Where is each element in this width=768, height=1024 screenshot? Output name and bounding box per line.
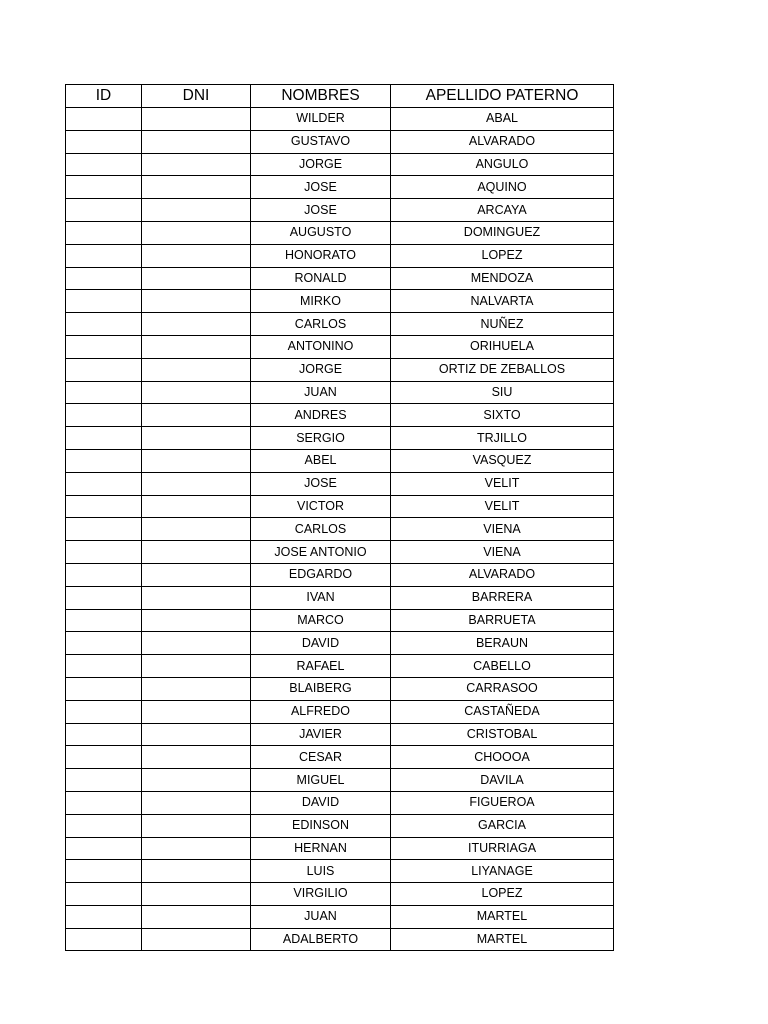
cell-nombres: LUIS: [251, 860, 391, 883]
cell-id: [66, 586, 142, 609]
table-row: [66, 723, 614, 746]
table-row: [66, 928, 614, 951]
cell-apellido-paterno: VIENA: [391, 518, 614, 541]
table-row: [66, 518, 614, 541]
table-row: [66, 655, 614, 678]
cell-nombres: ALFREDO: [251, 700, 391, 723]
cell-apellido-paterno: ARCAYA: [391, 199, 614, 222]
cell-dni: [142, 495, 251, 518]
table-row: [66, 632, 614, 655]
cell-dni: [142, 905, 251, 928]
table-row: [66, 905, 614, 928]
cell-apellido-paterno: DOMINGUEZ: [391, 221, 614, 244]
cell-dni: [142, 290, 251, 313]
table-row: [66, 609, 614, 632]
cell-id: [66, 609, 142, 632]
cell-apellido-paterno: VASQUEZ: [391, 449, 614, 472]
cell-apellido-paterno: BARRUETA: [391, 609, 614, 632]
cell-apellido-paterno: LOPEZ: [391, 883, 614, 906]
cell-nombres: BLAIBERG: [251, 677, 391, 700]
cell-apellido-paterno: CHOOOA: [391, 746, 614, 769]
header-dni: DNI: [142, 85, 251, 108]
cell-dni: [142, 176, 251, 199]
cell-id: [66, 563, 142, 586]
cell-nombres: AUGUSTO: [251, 221, 391, 244]
cell-nombres: ADALBERTO: [251, 928, 391, 951]
cell-nombres: IVAN: [251, 586, 391, 609]
cell-nombres: JOSE: [251, 176, 391, 199]
cell-dni: [142, 404, 251, 427]
cell-dni: [142, 199, 251, 222]
cell-nombres: CESAR: [251, 746, 391, 769]
table-row: [66, 313, 614, 336]
cell-id: [66, 677, 142, 700]
table-row: [66, 495, 614, 518]
cell-dni: [142, 313, 251, 336]
table-row: [66, 860, 614, 883]
cell-nombres: CARLOS: [251, 518, 391, 541]
cell-nombres: HERNAN: [251, 837, 391, 860]
cell-dni: [142, 655, 251, 678]
cell-apellido-paterno: BERAUN: [391, 632, 614, 655]
cell-apellido-paterno: MENDOZA: [391, 267, 614, 290]
cell-nombres: MIRKO: [251, 290, 391, 313]
table-row: [66, 381, 614, 404]
table-row: [66, 472, 614, 495]
cell-nombres: GUSTAVO: [251, 130, 391, 153]
cell-nombres: JORGE: [251, 358, 391, 381]
table-row: [66, 221, 614, 244]
cell-nombres: ANTONINO: [251, 335, 391, 358]
cell-nombres: CARLOS: [251, 313, 391, 336]
cell-nombres: VICTOR: [251, 495, 391, 518]
cell-id: [66, 541, 142, 564]
cell-dni: [142, 563, 251, 586]
names-table: [65, 84, 614, 951]
table-row: [66, 449, 614, 472]
cell-dni: [142, 837, 251, 860]
table-row: [66, 108, 614, 131]
table-row: [66, 427, 614, 450]
cell-apellido-paterno: TRJILLO: [391, 427, 614, 450]
cell-apellido-paterno: VELIT: [391, 495, 614, 518]
cell-dni: [142, 221, 251, 244]
cell-nombres: JOSE: [251, 199, 391, 222]
cell-dni: [142, 609, 251, 632]
cell-nombres: ABEL: [251, 449, 391, 472]
cell-apellido-paterno: ORIHUELA: [391, 335, 614, 358]
cell-dni: [142, 381, 251, 404]
cell-id: [66, 928, 142, 951]
cell-nombres: JAVIER: [251, 723, 391, 746]
cell-nombres: HONORATO: [251, 244, 391, 267]
cell-dni: [142, 769, 251, 792]
cell-apellido-paterno: NALVARTA: [391, 290, 614, 313]
table-row: [66, 586, 614, 609]
cell-dni: [142, 928, 251, 951]
cell-id: [66, 335, 142, 358]
header-id: ID: [66, 85, 142, 108]
cell-id: [66, 404, 142, 427]
cell-id: [66, 723, 142, 746]
cell-dni: [142, 814, 251, 837]
cell-id: [66, 472, 142, 495]
cell-id: [66, 655, 142, 678]
cell-id: [66, 267, 142, 290]
cell-dni: [142, 472, 251, 495]
cell-id: [66, 176, 142, 199]
table-row: [66, 814, 614, 837]
cell-id: [66, 632, 142, 655]
cell-id: [66, 108, 142, 131]
table-row: [66, 358, 614, 381]
cell-id: [66, 313, 142, 336]
cell-apellido-paterno: ALVARADO: [391, 563, 614, 586]
cell-apellido-paterno: VIENA: [391, 541, 614, 564]
cell-apellido-paterno: CABELLO: [391, 655, 614, 678]
table-row: [66, 791, 614, 814]
cell-nombres: DAVID: [251, 791, 391, 814]
cell-apellido-paterno: FIGUEROA: [391, 791, 614, 814]
cell-dni: [142, 541, 251, 564]
cell-apellido-paterno: CRISTOBAL: [391, 723, 614, 746]
table-row: [66, 199, 614, 222]
cell-apellido-paterno: MARTEL: [391, 905, 614, 928]
cell-nombres: EDGARDO: [251, 563, 391, 586]
cell-nombres: DAVID: [251, 632, 391, 655]
table-row: [66, 769, 614, 792]
cell-id: [66, 769, 142, 792]
cell-apellido-paterno: ITURRIAGA: [391, 837, 614, 860]
cell-nombres: SERGIO: [251, 427, 391, 450]
cell-apellido-paterno: SIXTO: [391, 404, 614, 427]
cell-nombres: JORGE: [251, 153, 391, 176]
cell-apellido-paterno: AQUINO: [391, 176, 614, 199]
cell-dni: [142, 860, 251, 883]
cell-id: [66, 358, 142, 381]
cell-nombres: RONALD: [251, 267, 391, 290]
cell-id: [66, 791, 142, 814]
cell-dni: [142, 791, 251, 814]
cell-apellido-paterno: ABAL: [391, 108, 614, 131]
table-row: [66, 677, 614, 700]
cell-id: [66, 495, 142, 518]
cell-dni: [142, 632, 251, 655]
table-row: [66, 746, 614, 769]
cell-dni: [142, 267, 251, 290]
cell-nombres: ANDRES: [251, 404, 391, 427]
cell-apellido-paterno: VELIT: [391, 472, 614, 495]
cell-apellido-paterno: BARRERA: [391, 586, 614, 609]
table-row: [66, 335, 614, 358]
table-row: [66, 153, 614, 176]
cell-id: [66, 746, 142, 769]
cell-id: [66, 427, 142, 450]
cell-id: [66, 860, 142, 883]
cell-dni: [142, 883, 251, 906]
cell-apellido-paterno: SIU: [391, 381, 614, 404]
cell-id: [66, 221, 142, 244]
table-row: [66, 541, 614, 564]
table-header: [66, 85, 614, 108]
cell-id: [66, 905, 142, 928]
cell-dni: [142, 677, 251, 700]
cell-apellido-paterno: CARRASOO: [391, 677, 614, 700]
cell-dni: [142, 358, 251, 381]
cell-apellido-paterno: GARCIA: [391, 814, 614, 837]
cell-id: [66, 199, 142, 222]
table-row: [66, 130, 614, 153]
cell-dni: [142, 746, 251, 769]
cell-id: [66, 700, 142, 723]
cell-apellido-paterno: ANGULO: [391, 153, 614, 176]
table-row: [66, 883, 614, 906]
cell-dni: [142, 586, 251, 609]
header-row: [66, 85, 614, 108]
header-apellido-paterno: APELLIDO PATERNO: [391, 85, 614, 108]
cell-apellido-paterno: CASTAÑEDA: [391, 700, 614, 723]
table-row: [66, 563, 614, 586]
cell-id: [66, 883, 142, 906]
cell-apellido-paterno: ORTIZ DE ZEBALLOS: [391, 358, 614, 381]
table-row: [66, 290, 614, 313]
cell-apellido-paterno: DAVILA: [391, 769, 614, 792]
cell-id: [66, 518, 142, 541]
cell-apellido-paterno: LIYANAGE: [391, 860, 614, 883]
cell-nombres: JOSE ANTONIO: [251, 541, 391, 564]
cell-nombres: VIRGILIO: [251, 883, 391, 906]
cell-dni: [142, 108, 251, 131]
cell-apellido-paterno: MARTEL: [391, 928, 614, 951]
cell-id: [66, 153, 142, 176]
cell-id: [66, 381, 142, 404]
cell-dni: [142, 700, 251, 723]
cell-nombres: RAFAEL: [251, 655, 391, 678]
cell-dni: [142, 518, 251, 541]
header-nombres: NOMBRES: [251, 85, 391, 108]
cell-dni: [142, 244, 251, 267]
cell-dni: [142, 449, 251, 472]
table-row: [66, 244, 614, 267]
cell-id: [66, 449, 142, 472]
cell-id: [66, 814, 142, 837]
cell-nombres: EDINSON: [251, 814, 391, 837]
cell-nombres: JUAN: [251, 905, 391, 928]
cell-id: [66, 837, 142, 860]
cell-id: [66, 130, 142, 153]
cell-nombres: MIGUEL: [251, 769, 391, 792]
cell-apellido-paterno: ALVARADO: [391, 130, 614, 153]
table-row: [66, 404, 614, 427]
cell-nombres: JOSE: [251, 472, 391, 495]
cell-dni: [142, 335, 251, 358]
table-body: [66, 108, 614, 951]
cell-dni: [142, 130, 251, 153]
table-row: [66, 267, 614, 290]
table-row: [66, 700, 614, 723]
cell-dni: [142, 427, 251, 450]
cell-id: [66, 290, 142, 313]
cell-apellido-paterno: NUÑEZ: [391, 313, 614, 336]
table-row: [66, 837, 614, 860]
cell-dni: [142, 153, 251, 176]
cell-nombres: WILDER: [251, 108, 391, 131]
cell-dni: [142, 723, 251, 746]
cell-nombres: JUAN: [251, 381, 391, 404]
cell-apellido-paterno: LOPEZ: [391, 244, 614, 267]
table-row: [66, 176, 614, 199]
cell-id: [66, 244, 142, 267]
cell-nombres: MARCO: [251, 609, 391, 632]
